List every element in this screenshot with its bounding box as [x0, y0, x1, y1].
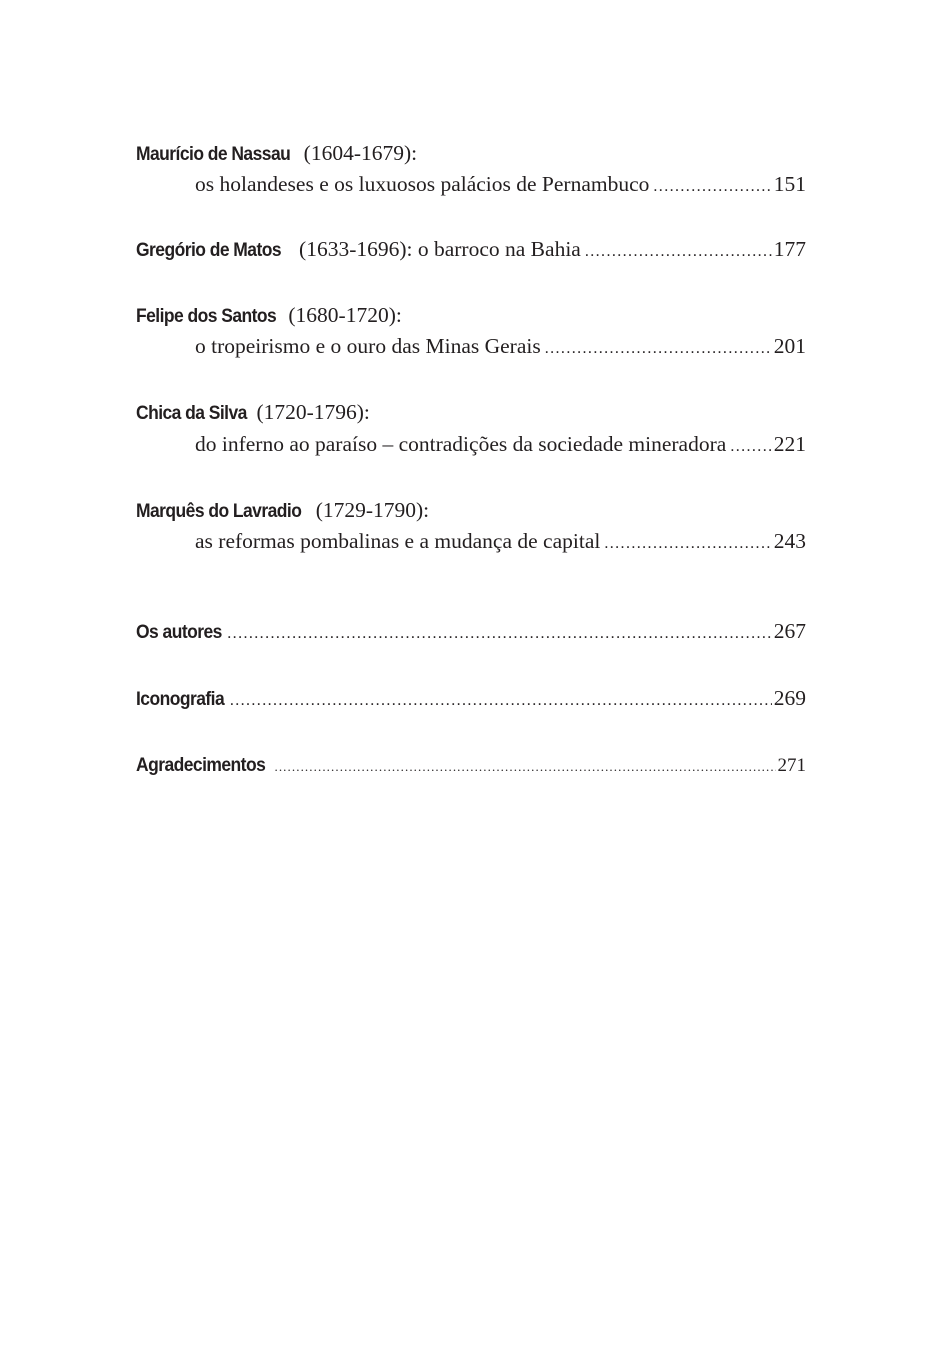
- toc-entry[interactable]: [136, 750, 806, 781]
- dot-leader: [604, 530, 771, 558]
- entry-dates: (1680-1720):: [288, 303, 402, 327]
- entry-dates: (1604-1679):: [303, 141, 418, 165]
- page-number: 267: [773, 619, 806, 643]
- toc-entry[interactable]: [136, 684, 806, 715]
- entry-name: Os autores: [136, 622, 222, 643]
- entry-subtitle: (1633-1696): o barroco na Bahia: [299, 237, 581, 261]
- toc-entry-subtitle[interactable]: [195, 527, 806, 558]
- page-number: 151: [773, 172, 806, 196]
- toc-entry-subtitle[interactable]: [195, 170, 806, 201]
- entry-name: Marquês do Lavradio: [136, 501, 302, 522]
- entry-name: Gregório de Matos: [136, 240, 282, 261]
- toc-entry[interactable]: [136, 617, 806, 648]
- page-number: 201: [773, 334, 806, 358]
- entry-name: Maurício de Nassau: [136, 144, 291, 165]
- entry-name: Chica da Silva: [136, 403, 247, 424]
- entry-dates: (1720-1796):: [256, 400, 370, 424]
- page-number: 221: [773, 432, 806, 456]
- entry-subtitle: do inferno ao paraíso – contradições da sociedade mineradora: [195, 432, 727, 456]
- dot-leader: [230, 687, 772, 715]
- toc-entry-heading: [136, 301, 806, 331]
- toc-entry[interactable]: [136, 235, 806, 266]
- page-number: 177: [773, 237, 806, 261]
- entry-dates: (1729-1790):: [315, 498, 430, 522]
- page-number: 269: [773, 686, 806, 710]
- entry-name: Iconografia: [136, 689, 225, 710]
- page-number: 243: [773, 529, 806, 553]
- dot-leader: [274, 753, 775, 781]
- toc-entry-heading: [136, 496, 806, 526]
- toc-entry-subtitle[interactable]: [195, 430, 806, 461]
- toc-entry-heading: [136, 139, 806, 169]
- entry-name: Felipe dos Santos: [136, 306, 277, 327]
- dot-leader: [730, 433, 771, 461]
- dot-leader: [653, 173, 771, 201]
- dot-leader: [585, 238, 772, 266]
- dot-leader: [227, 620, 771, 648]
- page-number: 271: [777, 755, 806, 776]
- entry-subtitle: os holandeses e os luxuosos palácios de Pernambuco: [195, 172, 650, 196]
- entry-subtitle: as reformas pombalinas e a mudança de capital: [195, 529, 601, 553]
- entry-name: Agradecimentos: [136, 755, 266, 776]
- entry-subtitle: o tropeirismo e o ouro das Minas Gerais: [195, 334, 541, 358]
- dot-leader: [545, 335, 772, 363]
- toc-entry-subtitle[interactable]: [195, 332, 806, 363]
- toc-entry-heading: [136, 398, 806, 428]
